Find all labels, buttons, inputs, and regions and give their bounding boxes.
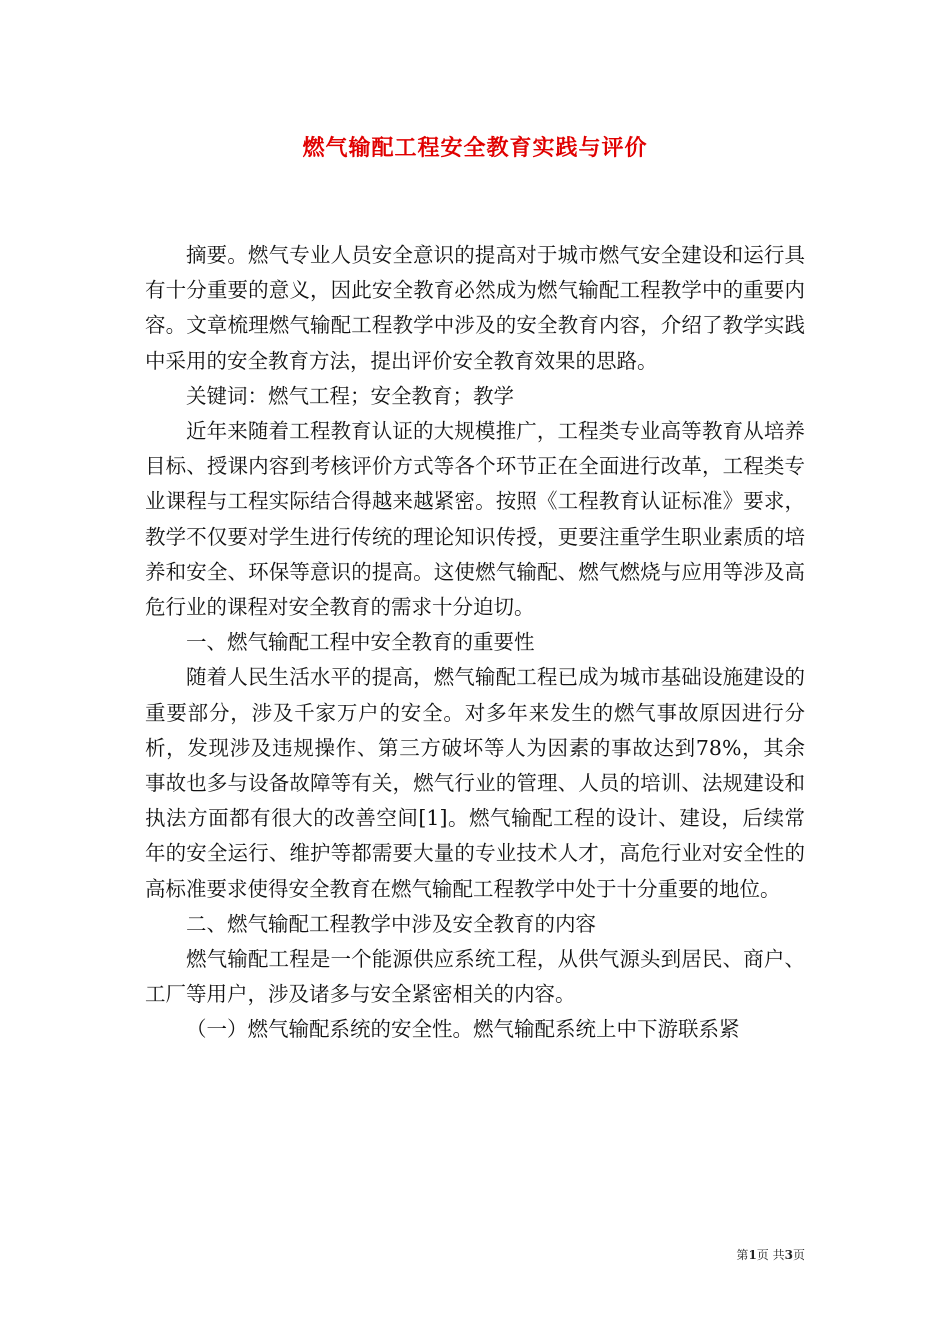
document-body — [145, 238, 805, 1048]
footer-current-page: 1 — [748, 1248, 757, 1262]
page-number-footer — [736, 1246, 805, 1263]
document-title: 燃气输配工程安全教育实践与评价 — [302, 135, 648, 161]
section-2-paragraph: 燃气输配工程是一个能源供应系统工程，从供气源头到居民、商户、工厂等用户，涉及诸多与安全紧密相关的内容。 — [145, 947, 805, 1007]
intro-paragraph: 近年来随着工程教育认证的大规模推广，工程类专业高等教育从培养目标、授课内容到考核评价方式等各个环节正在全面进行改革，工程类专业课程与工程实际结合得越来越紧密。按照《工程教育认证标准》要求，教学不仅要对学生进行传统的理论知识传授，更要注重学生职业素质的培养和安全、环保等意识的提高。这使燃气输配、燃气燃烧与应用等涉及高危行业的课程对安全教育的需求十分迫切。 — [145, 419, 805, 620]
abstract-paragraph: 摘要。燃气专业人员安全意识的提高对于城市燃气安全建设和运行具有十分重要的意义，因此安全教育必然成为燃气输配工程教学中的重要内容。文章梳理燃气输配工程教学中涉及的安全教育内容，介绍了教学实践中采用的安全教育方法，提出评价安全教育效果的思路。 — [145, 243, 805, 373]
section-heading-1: 一、燃气输配工程中安全教育的重要性 — [186, 630, 535, 655]
subsection-1-paragraph: （一）燃气输配系统的安全性。燃气输配系统上中下游联系紧 — [186, 1017, 740, 1042]
section-heading-2: 二、燃气输配工程教学中涉及安全教育的内容 — [186, 911, 596, 936]
footer-middle: 页 共 — [756, 1248, 785, 1262]
footer-suffix: 页 — [792, 1248, 805, 1262]
section-1-paragraph: 随着人民生活水平的提高，燃气输配工程已成为城市基础设施建设的重要部分，涉及千家万户的安全。对多年来发生的燃气事故原因进行分析，发现涉及违规操作、第三方破坏等人为因素的事故达到78%，其余事故也多与设备故障等有关，燃气行业的管理、人员的培训、法规建设和执法方面都有很大的改善空间[1]。燃气输配工程的设计、建设，后续常年的安全运行、维护等都需要大量的专业技术人才，高危行业对安全性的高标准要求使得安全教育在燃气输配工程教学中处于十分重要的地位。 — [145, 665, 805, 901]
footer-total-pages: 3 — [784, 1248, 793, 1262]
footer-prefix: 第 — [736, 1248, 749, 1262]
keywords-paragraph: 关键词：燃气工程；安全教育；教学 — [186, 383, 514, 408]
